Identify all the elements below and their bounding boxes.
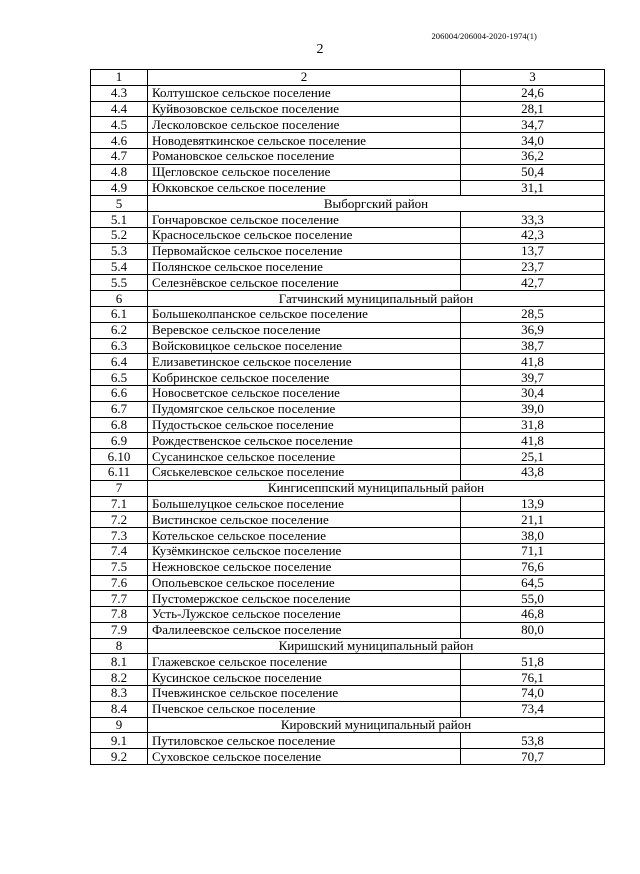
table-row — [91, 259, 605, 275]
row-number: 6.6 — [91, 385, 148, 401]
column-header-1: 1 — [91, 70, 148, 86]
row-number: 7.2 — [91, 512, 148, 528]
table-row — [91, 607, 605, 623]
district-name: Киришский муниципальный район — [148, 638, 605, 654]
settlement-value: 80,0 — [461, 622, 605, 638]
settlement-name: Красносельское сельское поселение — [148, 227, 461, 243]
settlement-name: Новосветское сельское поселение — [148, 385, 461, 401]
settlement-value: 30,4 — [461, 385, 605, 401]
table-row — [91, 528, 605, 544]
table-row — [91, 559, 605, 575]
settlement-value: 31,8 — [461, 417, 605, 433]
settlement-name: Путиловское сельское поселение — [148, 733, 461, 749]
district-row — [91, 480, 605, 496]
table-row — [91, 575, 605, 591]
page-number: 2 — [316, 42, 324, 57]
row-number: 4.4 — [91, 101, 148, 117]
table-row — [91, 512, 605, 528]
table-row — [91, 227, 605, 243]
district-name: Кингисеппский муниципальный район — [148, 480, 605, 496]
settlement-name: Селезнёвское сельское поселение — [148, 275, 461, 291]
settlement-value: 53,8 — [461, 733, 605, 749]
table-row — [91, 449, 605, 465]
settlement-value: 55,0 — [461, 591, 605, 607]
settlement-value: 76,1 — [461, 670, 605, 686]
settlement-name: Кобринское сельское поселение — [148, 370, 461, 386]
settlement-name: Первомайское сельское поселение — [148, 243, 461, 259]
settlement-name: Лесколовское сельское поселение — [148, 117, 461, 133]
settlement-name: Котельское сельское поселение — [148, 528, 461, 544]
table-row — [91, 85, 605, 101]
settlement-name: Кузёмкинское сельское поселение — [148, 543, 461, 559]
column-header-3: 3 — [461, 70, 605, 86]
row-number: 5 — [91, 196, 148, 212]
settlement-name: Войсковицкое сельское поселение — [148, 338, 461, 354]
table-row — [91, 749, 605, 765]
row-number: 7.7 — [91, 591, 148, 607]
table-row — [91, 686, 605, 702]
settlement-name: Куйвозовское сельское поселение — [148, 101, 461, 117]
settlement-value: 33,3 — [461, 212, 605, 228]
table-row — [91, 543, 605, 559]
settlement-name: Щегловское сельское поселение — [148, 164, 461, 180]
table-row — [91, 275, 605, 291]
table-row — [91, 354, 605, 370]
table-row — [91, 164, 605, 180]
settlement-name: Пчевское сельское поселение — [148, 701, 461, 717]
row-number: 4.9 — [91, 180, 148, 196]
row-number: 6.7 — [91, 401, 148, 417]
settlements-table-body — [91, 70, 605, 765]
row-number: 7.5 — [91, 559, 148, 575]
settlement-value: 38,0 — [461, 528, 605, 544]
row-number: 6.1 — [91, 306, 148, 322]
settlement-name: Колтушское сельское поселение — [148, 85, 461, 101]
settlement-value: 13,7 — [461, 243, 605, 259]
settlement-value: 43,8 — [461, 464, 605, 480]
table-row — [91, 385, 605, 401]
settlement-name: Пудомягское сельское поселение — [148, 401, 461, 417]
settlement-value: 74,0 — [461, 686, 605, 702]
row-number: 7.9 — [91, 622, 148, 638]
settlement-value: 28,1 — [461, 101, 605, 117]
settlement-name: Большеколпанское сельское поселение — [148, 306, 461, 322]
settlement-name: Веревское сельское поселение — [148, 322, 461, 338]
district-row — [91, 291, 605, 307]
row-number: 6 — [91, 291, 148, 307]
row-number: 8.2 — [91, 670, 148, 686]
table-row — [91, 591, 605, 607]
row-number: 7.8 — [91, 607, 148, 623]
table-row — [91, 622, 605, 638]
settlement-value: 46,8 — [461, 607, 605, 623]
district-name: Выборгский район — [148, 196, 605, 212]
district-name: Гатчинский муниципальный район — [148, 291, 605, 307]
row-number: 7.6 — [91, 575, 148, 591]
settlement-value: 39,0 — [461, 401, 605, 417]
table-row — [91, 401, 605, 417]
table-row — [91, 148, 605, 164]
settlement-name: Новодевяткинское сельское поселение — [148, 133, 461, 149]
settlement-name: Фалилеевское сельское поселение — [148, 622, 461, 638]
settlement-value: 25,1 — [461, 449, 605, 465]
table-row — [91, 670, 605, 686]
row-number: 4.7 — [91, 148, 148, 164]
settlement-value: 41,8 — [461, 433, 605, 449]
settlement-value: 70,7 — [461, 749, 605, 765]
table-row — [91, 370, 605, 386]
settlement-value: 31,1 — [461, 180, 605, 196]
row-number: 8.1 — [91, 654, 148, 670]
district-row — [91, 196, 605, 212]
settlement-name: Елизаветинское сельское поселение — [148, 354, 461, 370]
table-row — [91, 433, 605, 449]
row-number: 4.5 — [91, 117, 148, 133]
row-number: 4.6 — [91, 133, 148, 149]
settlement-name: Романовское сельское поселение — [148, 148, 461, 164]
settlement-value: 38,7 — [461, 338, 605, 354]
settlement-name: Сусанинское сельское поселение — [148, 449, 461, 465]
row-number: 6.5 — [91, 370, 148, 386]
table-row — [91, 133, 605, 149]
table-row — [91, 180, 605, 196]
row-number: 7.3 — [91, 528, 148, 544]
settlement-name: Глажевское сельское поселение — [148, 654, 461, 670]
settlement-value: 34,7 — [461, 117, 605, 133]
settlement-name: Нежновское сельское поселение — [148, 559, 461, 575]
row-number: 6.3 — [91, 338, 148, 354]
settlement-value: 71,1 — [461, 543, 605, 559]
row-number: 4.8 — [91, 164, 148, 180]
row-number: 8.3 — [91, 686, 148, 702]
settlement-name: Пчевжинское сельское поселение — [148, 686, 461, 702]
table-row — [91, 654, 605, 670]
table-row — [91, 101, 605, 117]
row-number: 4.3 — [91, 85, 148, 101]
row-number: 5.1 — [91, 212, 148, 228]
settlement-value: 42,7 — [461, 275, 605, 291]
table-row — [91, 117, 605, 133]
settlement-name: Суховское сельское поселение — [148, 749, 461, 765]
table-row — [91, 417, 605, 433]
settlement-value: 36,9 — [461, 322, 605, 338]
table-row — [91, 733, 605, 749]
column-header-2: 2 — [148, 70, 461, 86]
settlement-value: 51,8 — [461, 654, 605, 670]
settlement-value: 50,4 — [461, 164, 605, 180]
settlement-value: 39,7 — [461, 370, 605, 386]
row-number: 9 — [91, 717, 148, 733]
row-number: 6.11 — [91, 464, 148, 480]
row-number: 5.4 — [91, 259, 148, 275]
settlement-value: 64,5 — [461, 575, 605, 591]
row-number: 6.10 — [91, 449, 148, 465]
table-row — [91, 496, 605, 512]
table-row — [91, 338, 605, 354]
row-number: 8.4 — [91, 701, 148, 717]
table-row — [91, 243, 605, 259]
settlement-name: Опольевское сельское поселение — [148, 575, 461, 591]
row-number: 6.9 — [91, 433, 148, 449]
settlement-name: Вистинское сельское поселение — [148, 512, 461, 528]
settlement-value: 28,5 — [461, 306, 605, 322]
row-number: 7.1 — [91, 496, 148, 512]
settlement-name: Сяськелевское сельское поселение — [148, 464, 461, 480]
row-number: 5.3 — [91, 243, 148, 259]
settlement-value: 13,9 — [461, 496, 605, 512]
settlement-name: Гончаровское сельское поселение — [148, 212, 461, 228]
table-row — [91, 306, 605, 322]
settlement-value: 34,0 — [461, 133, 605, 149]
row-number: 8 — [91, 638, 148, 654]
row-number: 7 — [91, 480, 148, 496]
row-number: 5.2 — [91, 227, 148, 243]
row-number: 7.4 — [91, 543, 148, 559]
settlements-table — [90, 69, 605, 765]
table-row — [91, 212, 605, 228]
settlement-name: Полянское сельское поселение — [148, 259, 461, 275]
table-header-row — [91, 70, 605, 86]
settlement-value: 36,2 — [461, 148, 605, 164]
row-number: 9.2 — [91, 749, 148, 765]
row-number: 6.2 — [91, 322, 148, 338]
settlement-value: 24,6 — [461, 85, 605, 101]
settlement-name: Усть-Лужское сельское поселение — [148, 607, 461, 623]
row-number: 5.5 — [91, 275, 148, 291]
district-row — [91, 638, 605, 654]
district-name: Кировский муниципальный район — [148, 717, 605, 733]
settlement-value: 73,4 — [461, 701, 605, 717]
settlement-value: 42,3 — [461, 227, 605, 243]
row-number: 9.1 — [91, 733, 148, 749]
table-row — [91, 701, 605, 717]
row-number: 6.4 — [91, 354, 148, 370]
settlement-name: Юкковское сельское поселение — [148, 180, 461, 196]
table-row — [91, 322, 605, 338]
settlement-name: Пудостьское сельское поселение — [148, 417, 461, 433]
settlement-name: Пустомержское сельское поселение — [148, 591, 461, 607]
settlement-name: Рождественское сельское поселение — [148, 433, 461, 449]
district-row — [91, 717, 605, 733]
settlement-name: Большелуцкое сельское поселение — [148, 496, 461, 512]
settlement-name: Кусинское сельское поселение — [148, 670, 461, 686]
document-id: 206004/206004-2020-1974(1) — [431, 31, 537, 41]
settlement-value: 21,1 — [461, 512, 605, 528]
table-row — [91, 464, 605, 480]
row-number: 6.8 — [91, 417, 148, 433]
settlement-value: 23,7 — [461, 259, 605, 275]
settlement-value: 76,6 — [461, 559, 605, 575]
settlement-value: 41,8 — [461, 354, 605, 370]
